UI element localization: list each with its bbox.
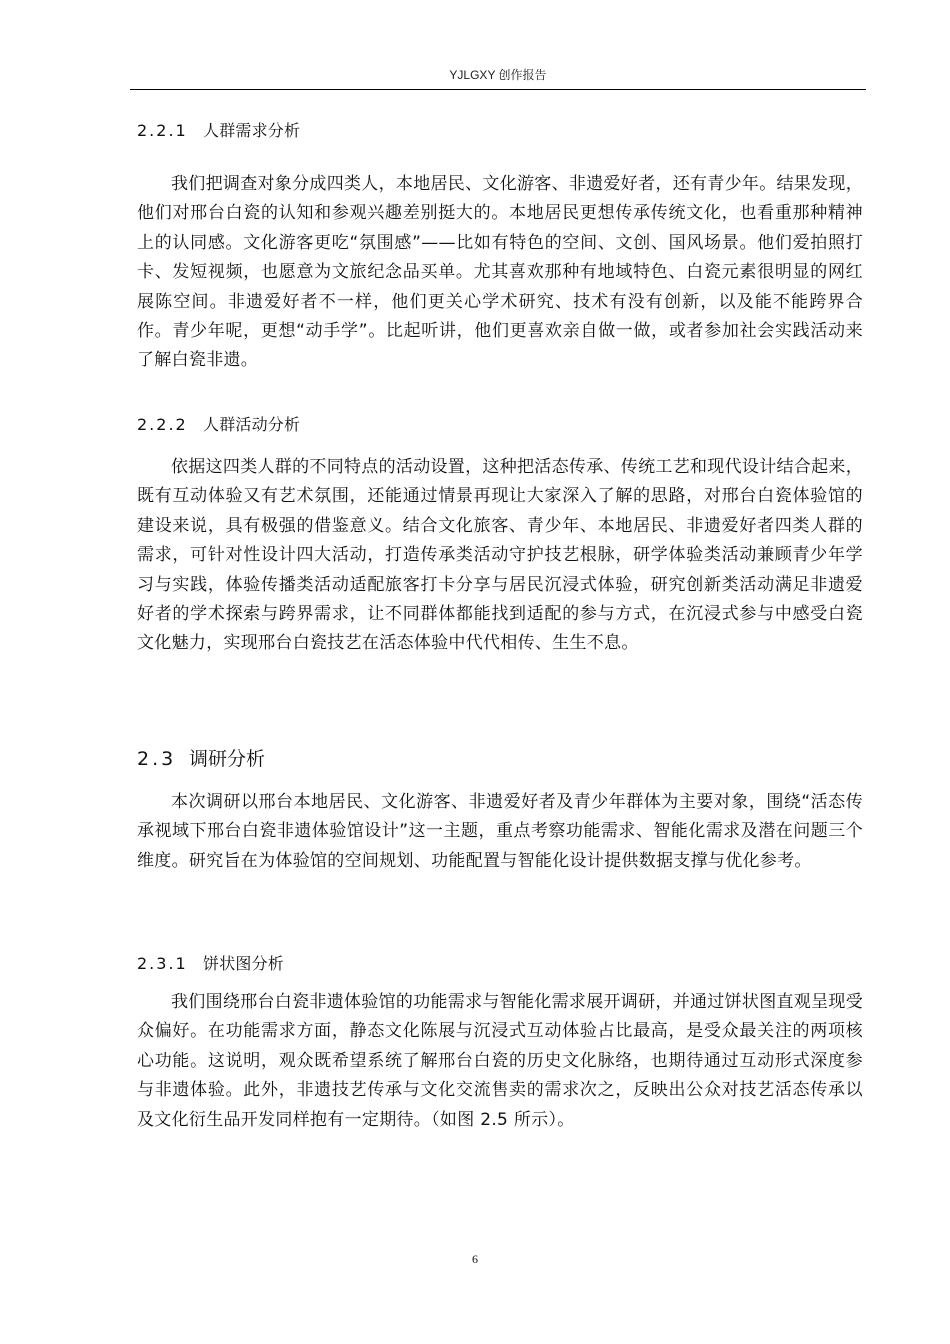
section-heading-2-2-1 — [137, 120, 300, 142]
header-rule — [130, 89, 866, 90]
section-title: 人群活动分析 — [203, 415, 301, 434]
section-number: 2.3.1 — [137, 954, 188, 973]
section-title: 调研分析 — [189, 748, 266, 770]
page-number: 6 — [472, 1252, 478, 1266]
paragraph-crowd-needs: 我们把调查对象分成四类人，本地居民、文化游客、非遗爱好者，还有青少年。结果发现，他们对邢台白瓷的认知和参观兴趣差别挺大的。本地居民更想传承传统文化，也看重那种精神上的认同感。文化游客更吃“氛围感”——比如有特色的空间、文创、国风场景。他们爱拍照打卡、发短视频，也愿意为文旅纪念品买单。尤其喜欢那种有地域特色、白瓷元素很明显的网红展陈空间。非遗爱好者不一样，他们更关心学术研究、技术有没有创新，以及能不能跨界合作。青少年呢，更想“动手学”。比起听讲，他们更喜欢亲自做一做，或者参加社会实践活动来了解白瓷非遗。 — [137, 174, 863, 371]
paragraph-research-analysis: 本次调研以邢台本地居民、文化游客、非遗爱好者及青少年群体为主要对象，围绕“活态传承视域下邢台白瓷非遗体验馆设计”这一主题，重点考察功能需求、智能化需求及潜在问题三个维度。研究旨在为体验馆的空间规划、功能配置与智能化设计提供数据支撑与优化参考。 — [137, 792, 863, 871]
section-number: 2.2.2 — [137, 415, 188, 434]
section-number: 2.2.1 — [137, 121, 188, 140]
section-heading-2-3 — [137, 746, 265, 772]
section-number: 2.3 — [137, 748, 177, 770]
header-title: YJLGXY 创作报告 — [449, 68, 547, 82]
section-heading-2-2-2 — [137, 414, 300, 436]
section-heading-2-3-1 — [137, 953, 284, 975]
paragraph-pie-chart-analysis: 我们围绕邢台白瓷非遗体验馆的功能需求与智能化需求展开调研，并通过饼状图直观呈现受众偏好。在功能需求方面，静态文化陈展与沉浸式互动体验占比最高，是受众最关注的两项核心功能。这说明，观众既希望系统了解邢台白瓷的历史文化脉络，也期待通过互动形式深度参与非遗体验。此外，非遗技艺传承与文化交流售卖的需求次之，反映出公众对技艺活态传承以及文化衍生品开发同样抱有一定期待。（如图 2.5 所示）。 — [137, 992, 863, 1130]
paragraph-crowd-activities: 依据这四类人群的不同特点的活动设置，这种把活态传承、传统工艺和现代设计结合起来，既有互动体验又有艺术氛围，还能通过情景再现让大家深入了解的思路，对邢台白瓷体验馆的建设来说，具有极强的借鉴意义。结合文化旅客、青少年、本地居民、非遗爱好者四类人群的需求，可针对性设计四大活动，打造传承类活动守护技艺根脉，研学体验类活动兼顾青少年学习与实践，体验传播类活动适配旅客打卡分享与居民沉浸式体验，研究创新类活动满足非遗爱好者的学术探索与跨界需求，让不同群体都能找到适配的参与方式，在沉浸式参与中感受白瓷文化魅力，实现邢台白瓷技艺在活态体验中代代相传、生生不息。 — [137, 457, 863, 654]
section-title: 人群需求分析 — [203, 121, 301, 140]
section-title: 饼状图分析 — [203, 954, 285, 973]
